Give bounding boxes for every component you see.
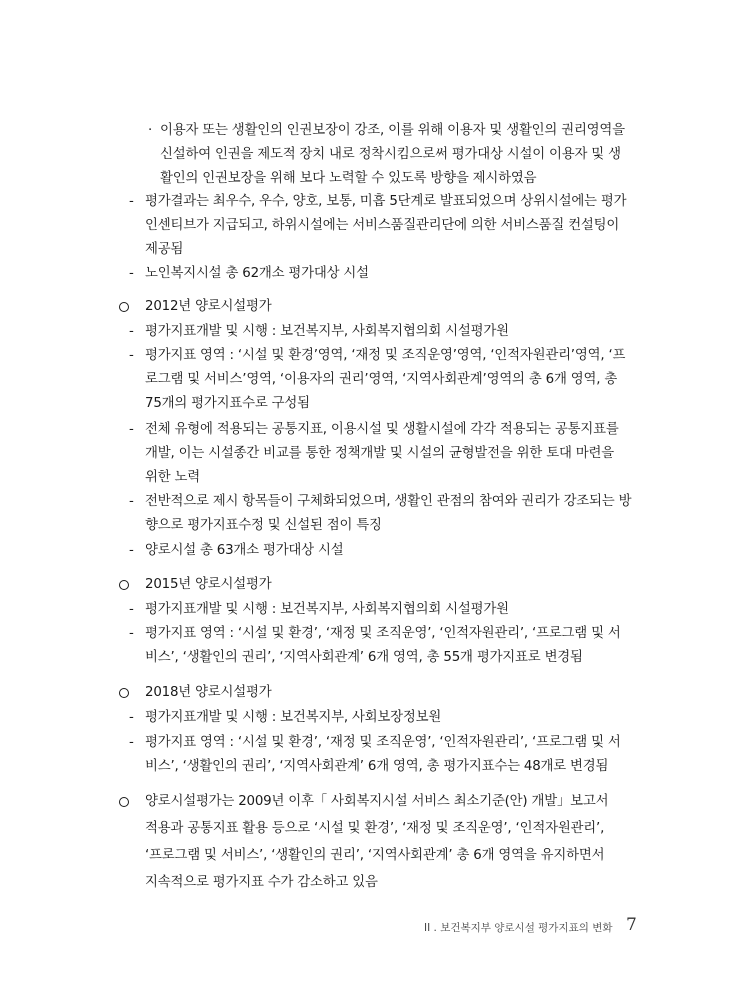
dash-bullet-icon: - [129, 324, 134, 339]
paragraph-line: 2012년 양로시설평가 [145, 299, 272, 314]
paragraph-line: 위한 노력 [145, 470, 200, 485]
circle-bullet-icon [119, 797, 129, 807]
dash-bullet-icon: - [129, 494, 134, 509]
dash-bullet-icon: - [129, 735, 134, 750]
paragraph-line: 개발, 이는 시설종간 비교를 통한 정책개발 및 시설의 균형발전을 위한 토대 마련을 [145, 446, 614, 461]
paragraph-line: 전체 유형에 적용되는 공통지표, 이용시설 및 생활시설에 각각 적용되는 공통지표를 [145, 422, 619, 437]
paragraph-line: 양로시설평가는 2009년 이후「 사회복지시설 서비스 최소기준(안) 개발」보고서 [145, 794, 609, 809]
paragraph-line: 평가지표 영역 : ‘시설 및 환경’, ‘재정 및 조직운영’, ‘인적자원관리’, ‘프로그램 및 서 [145, 735, 621, 750]
paragraph-line: 평가지표 영역 : ‘시설 및 환경’, ‘재정 및 조직운영’, ‘인적자원관리’, ‘프로그램 및 서 [145, 626, 621, 641]
circle-bullet-icon [119, 580, 129, 590]
paragraph-line: 지속적으로 평가지표 수가 감소하고 있음 [145, 875, 378, 890]
paragraph-line: 전반적으로 제시 항목들이 구체화되었으며, 생활인 관점의 참여와 권리가 강조되는 방 [145, 494, 632, 509]
paragraph-line: 이용자 또는 생활인의 인권보장이 강조, 이를 위해 이용자 및 생활인의 권리영역을 [160, 123, 625, 138]
paragraph-line: 로그램 및 서비스’영역, ‘이용자의 권리’영역, ‘지역사회관계’영역의 총 6개 영역, 총 [145, 372, 618, 387]
paragraph-line: 평가지표개발 및 시행 : 보건복지부, 사회복지협의회 시설평가원 [145, 324, 509, 339]
dash-bullet-icon: - [129, 710, 134, 725]
paragraph-line: 노인복지시설 총 62개소 평가대상 시설 [145, 266, 369, 281]
dash-bullet-icon: - [129, 266, 134, 281]
paragraph-line: 비스’, ‘생활인의 권리’, ‘지역사회관계’ 6개 영역, 총 평가지표수는 48개로 변경됨 [145, 759, 609, 774]
paragraph-line: 평가지표개발 및 시행 : 보건복지부, 사회복지협의회 시설평가원 [145, 602, 509, 617]
paragraph-line: 평가지표 영역 : ‘시설 및 환경’영역, ‘재정 및 조직운영’영역, ‘인적자원관리’영역, ‘프 [145, 348, 626, 363]
paragraph-line: 적용과 공통지표 활용 등으로 ‘시설 및 환경’, ‘재정 및 조직운영’, ‘인적자원관리’, [145, 821, 605, 836]
dash-bullet-icon: - [129, 602, 134, 617]
circle-bullet-icon [119, 302, 129, 312]
dash-bullet-icon: - [129, 194, 134, 209]
paragraph-line: 인센티브가 지급되고, 하위시설에는 서비스품질관리단에 의한 서비스품질 컨설팅이 [145, 218, 620, 233]
paragraph-line: 신설하여 인권을 제도적 장치 내로 정착시킴으로써 평가대상 시설이 이용자 및 생 [160, 147, 621, 162]
paragraph-line: 2015년 양로시설평가 [145, 577, 272, 592]
paragraph-line: 향으로 평가지표수정 및 신설된 점이 특징 [145, 518, 382, 533]
paragraph-line: 양로시설 총 63개소 평가대상 시설 [145, 543, 344, 558]
paragraph-line: 제공됨 [145, 242, 184, 257]
circle-bullet-icon [119, 688, 129, 698]
dot-bullet-icon: · [148, 123, 153, 138]
dash-bullet-icon: - [129, 543, 134, 558]
running-title: II . 보건복지부 양로시설 평가지표의 변화 [424, 922, 613, 934]
dash-bullet-icon: - [129, 348, 134, 363]
paragraph-line: 활인의 인권보장을 위해 보다 노력할 수 있도록 방향을 제시하였음 [160, 171, 537, 186]
page-number: 7 [626, 915, 637, 935]
paragraph-line: 2018년 양로시설평가 [145, 685, 272, 700]
dash-bullet-icon: - [129, 422, 134, 437]
paragraph-line: ‘프로그램 및 서비스’, ‘생활인의 권리’, ‘지역사회관계’ 총 6개 영역을 유지하면서 [145, 848, 605, 863]
paragraph-line: 75개의 평가지표수로 구성됨 [145, 396, 310, 411]
paragraph-line: 평가지표개발 및 시행 : 보건복지부, 사회보장정보원 [145, 710, 442, 725]
paragraph-line: 비스’, ‘생활인의 권리’, ‘지역사회관계’ 6개 영역, 총 55개 평가지표로 변경됨 [145, 650, 583, 665]
dash-bullet-icon: - [129, 626, 134, 641]
paragraph-line: 평가결과는 최우수, 우수, 양호, 보통, 미흡 5단계로 발표되었으며 상위시설에는 평가 [145, 194, 627, 209]
